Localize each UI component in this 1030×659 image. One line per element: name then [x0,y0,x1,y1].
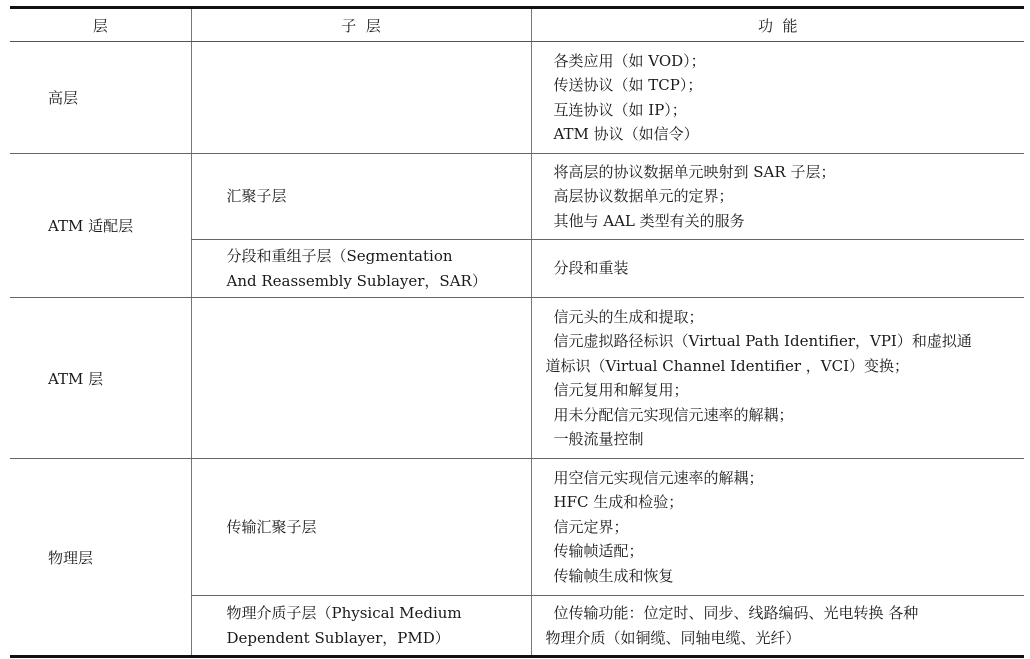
layer-name: ATM 适配层 [10,154,191,298]
function-item: 道标识（Virtual Channel Identifier ，VCI）变换； [545,356,910,375]
sublayer-name-line: And Reassembly Sublayer，SAR） [226,271,487,290]
function-item: 一般流量控制 [553,430,644,448]
function-item: 信元虚拟路径标识（Virtual Path Identifier，VPI）和虚拟通 [553,332,972,350]
table-row-atm-layer [10,298,1024,459]
table-row-phy-tc [10,459,1024,596]
function-item: 其他与 AAL 类型有关的服务 [553,211,745,230]
function-item: ATM 协议（如信令） [553,125,699,143]
function-item: HFC 生成和检验； [553,493,684,512]
table-row-aal-cs [10,154,1024,240]
atm-protocol-table [10,6,1024,658]
function-item: 互连协议（如 IP）； [553,100,687,119]
function-item: 传输帧适配； [553,542,644,561]
sublayer-empty [191,42,531,154]
sublayer-name: 传输汇聚子层 [191,459,531,596]
sublayer-name-line: 物理介质子层（Physical Medium [226,603,462,622]
function-item: 信元复用和解复用； [553,381,689,399]
sublayer-name [191,596,531,657]
sublayer-name-line: Dependent Sublayer，PMD） [226,628,450,647]
function-item: 高层协议数据单元的定界； [553,187,734,206]
function-item: 信元头的生成和提取； [553,307,704,326]
header-function: 功 能 [531,8,1024,42]
sublayer-name: 汇聚子层 [191,154,531,240]
header-layer: 层 [10,8,191,42]
function-item: 传输帧生成和恢复 [553,566,674,585]
sublayer-empty [191,298,531,459]
function-item: 分段和重装 [553,259,629,278]
function-list [531,298,1024,459]
sublayer-name [191,240,531,298]
table-header-row [10,8,1024,42]
function-list [531,154,1024,240]
function-list [531,240,1024,298]
function-list [531,596,1024,657]
function-list [531,42,1024,154]
function-item: 位传输功能：位定时、同步、线路编码、光电转换 各种 [553,604,919,622]
layer-name: ATM 层 [10,298,191,459]
function-item: 物理介质（如铜缆、同轴电缆、光纤） [545,628,801,647]
function-list [531,459,1024,596]
header-sublayer: 子 层 [191,8,531,42]
function-item: 各类应用（如 VOD）； [553,51,706,70]
table-row-high-layer [10,42,1024,154]
layer-name: 高层 [10,42,191,154]
sublayer-name-line: 分段和重组子层（Segmentation [226,246,453,265]
function-item: 传送协议（如 TCP）； [553,76,703,94]
function-item: 将高层的协议数据单元映射到 SAR 子层； [553,162,836,181]
function-item: 用未分配信元实现信元速率的解耦； [553,405,794,424]
layer-name: 物理层 [10,459,191,657]
function-item: 用空信元实现信元速率的解耦； [553,468,764,487]
function-item: 信元定界； [553,517,629,536]
